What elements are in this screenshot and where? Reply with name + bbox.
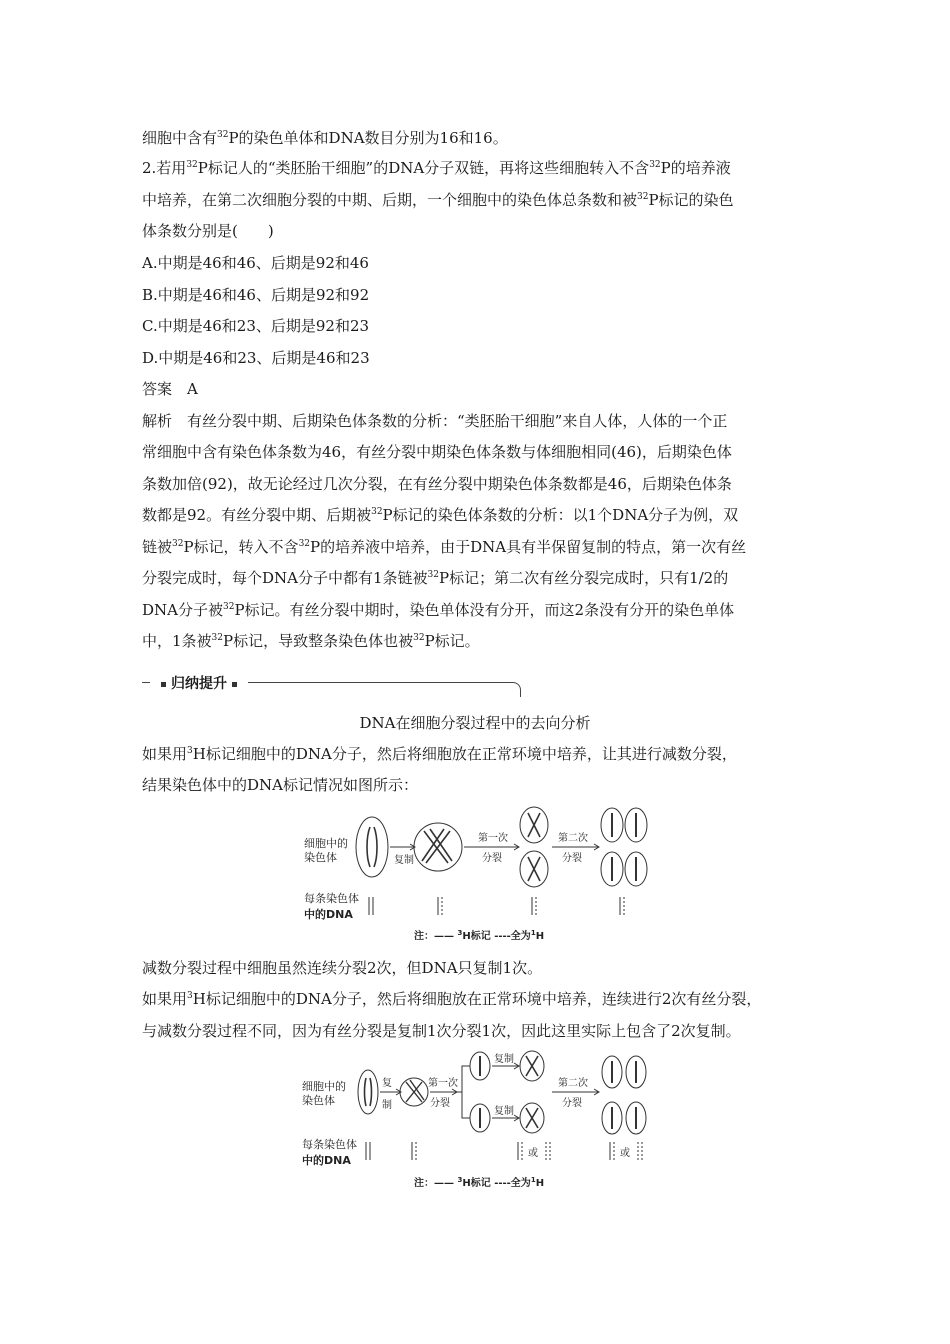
fig2-row1-label-1: 细胞中的 [302,1080,346,1093]
paragraph-1-line-1: 如果用$^3$H标记细胞中的DNA分子，然后将细胞放在正常环境中培养，让其进行减数分裂， [142,745,737,763]
fig2-row2-label-2: 中的DNA [302,1154,351,1167]
chromosome-shape [365,1078,372,1106]
fig1-row2-label-2: 中的DNA [304,908,353,921]
fig1-row2-label-1: 每条染色体 [304,892,359,905]
duplicated-chromosome-shape [422,829,452,863]
explanation-line-1: 解析 有丝分裂中期、后期染色体条数的分析：“类胚胎干细胞”来自人体，人体的一个正 [142,412,728,430]
fig2-or-label-2: 或 [620,1148,630,1159]
fig1-note: 注：—— $^3$H标记 ----全为$^1$H [414,929,545,942]
paragraph-1-line-2: 结果染色体中的DNA标记情况如图所示： [142,776,418,794]
explanation-line-3: 条数加倍(92)，故无论经过几次分裂，在有丝分裂中期染色体条数都是46，后期染色体条 [142,475,732,493]
fig2-row2-label-1: 每条染色体 [302,1138,357,1151]
fig1-row1-label-2: 染色体 [304,851,337,864]
question-2-line-1: 2.若用$^{32}$P标记人的“类胚胎干细胞”的DNA分子双链，再将这些细胞转入不含$^{32}$P的培养液 [142,159,731,177]
answer: 答案 A [142,380,198,398]
fig1-arrow3-label-2: 分裂 [562,853,582,864]
fig2-replicate-bottom-label: 复制 [494,1106,514,1117]
explanation-line-7: DNA分子被$^{32}$P标记。有丝分裂中期时，染色单体没有分开，而这2条没有分开的染色单体 [142,601,735,619]
option-c: C.中期是46和23、后期是92和23 [142,317,370,335]
chromosome-shape [528,813,540,837]
meiosis-figure [296,805,666,945]
fig2-arrow1-label-2: 制 [382,1100,392,1111]
intro-line: 细胞中含有$^{32}$P的染色单体和DNA数目分别为16和16。 [142,129,508,147]
option-b: B.中期是46和46、后期是92和92 [142,286,370,304]
explanation-line-2: 常细胞中含有染色体条数为46，有丝分裂中期染色体条数与体细胞相同(46)，后期染色体 [142,443,732,461]
fig2-arrow2-label-1: 第一次 [428,1078,458,1089]
chromosome-shape [528,857,540,881]
fig2-replicate-top-label: 复制 [494,1054,514,1065]
square-bullet-icon [232,682,237,687]
paragraph-3-line-1: 如果用$^3$H标记细胞中的DNA分子，然后将细胞放在正常环境中培养，连续进行2次有丝分裂， [142,990,762,1008]
fig1-arrow1-label: 复制 [394,855,414,866]
question-2-line-2: 中培养，在第二次细胞分裂的中期、后期，一个细胞中的染色体总条数和被$^{32}$P标记的染色 [142,191,734,209]
question-2-line-3: 体条数分别是( ) [142,222,274,240]
fig1-arrow2-label-1: 第一次 [478,833,508,844]
explanation-line-6: 分裂完成时，每个DNA分子中都有1条链被$^{32}$P标记；第二次有丝分裂完成时，只有1/2的 [142,569,729,587]
chromosome-shape [526,1056,538,1076]
cell-outline [358,1070,378,1114]
cell-outline [356,817,388,877]
fig2-row1-label-2: 染色体 [302,1094,335,1107]
duplicated-chromosome-shape [406,1080,424,1102]
option-d: D.中期是46和23、后期是46和23 [142,349,370,367]
fig1-arrow2-label-2: 分裂 [482,853,502,864]
option-a: A.中期是46和46、后期是92和46 [142,254,369,272]
paragraph-2: 减数分裂过程中细胞虽然连续分裂2次，但DNA只复制1次。 [142,959,543,977]
chromosome-shape [367,827,377,867]
fig2-or-label-1: 或 [528,1148,538,1159]
fig2-arrow1-label-1: 复 [382,1078,392,1089]
section-tag: 归纳提升 [150,673,248,693]
explanation-line-8: 中，1条被$^{32}$P标记，导致整条染色体也被$^{32}$P标记。 [142,632,480,650]
fig2-note: 注：—— $^3$H标记 ----全为$^1$H [414,1176,545,1189]
paragraph-3-line-2: 与减数分裂过程不同，因为有丝分裂是复制1次分裂1次，因此这里实际上包含了2次复制。 [142,1022,741,1040]
fig1-row1-label-1: 细胞中的 [304,837,348,850]
chromosome-shape [526,1108,538,1128]
explanation-line-5: 链被$^{32}$P标记，转入不含$^{32}$P的培养液中培养，由于DNA具有半保留复制的特点，第一次有丝 [142,538,747,556]
fig2-arrow3-label-1: 第二次 [558,1078,588,1089]
fig1-arrow3-label-1: 第二次 [558,833,588,844]
fig2-arrow3-label-2: 分裂 [562,1098,582,1109]
fig2-arrow2-label-2: 分裂 [430,1098,450,1109]
section-title: DNA在细胞分裂过程中的去向分析 [359,714,591,732]
mitosis-figure [296,1050,666,1195]
square-bullet-icon [161,682,166,687]
branch-line [456,1066,470,1118]
explanation-line-4: 数都是92。有丝分裂中期、后期被$^{32}$P标记的染色体条数的分析：以1个DNA分子为例，双 [142,506,739,524]
